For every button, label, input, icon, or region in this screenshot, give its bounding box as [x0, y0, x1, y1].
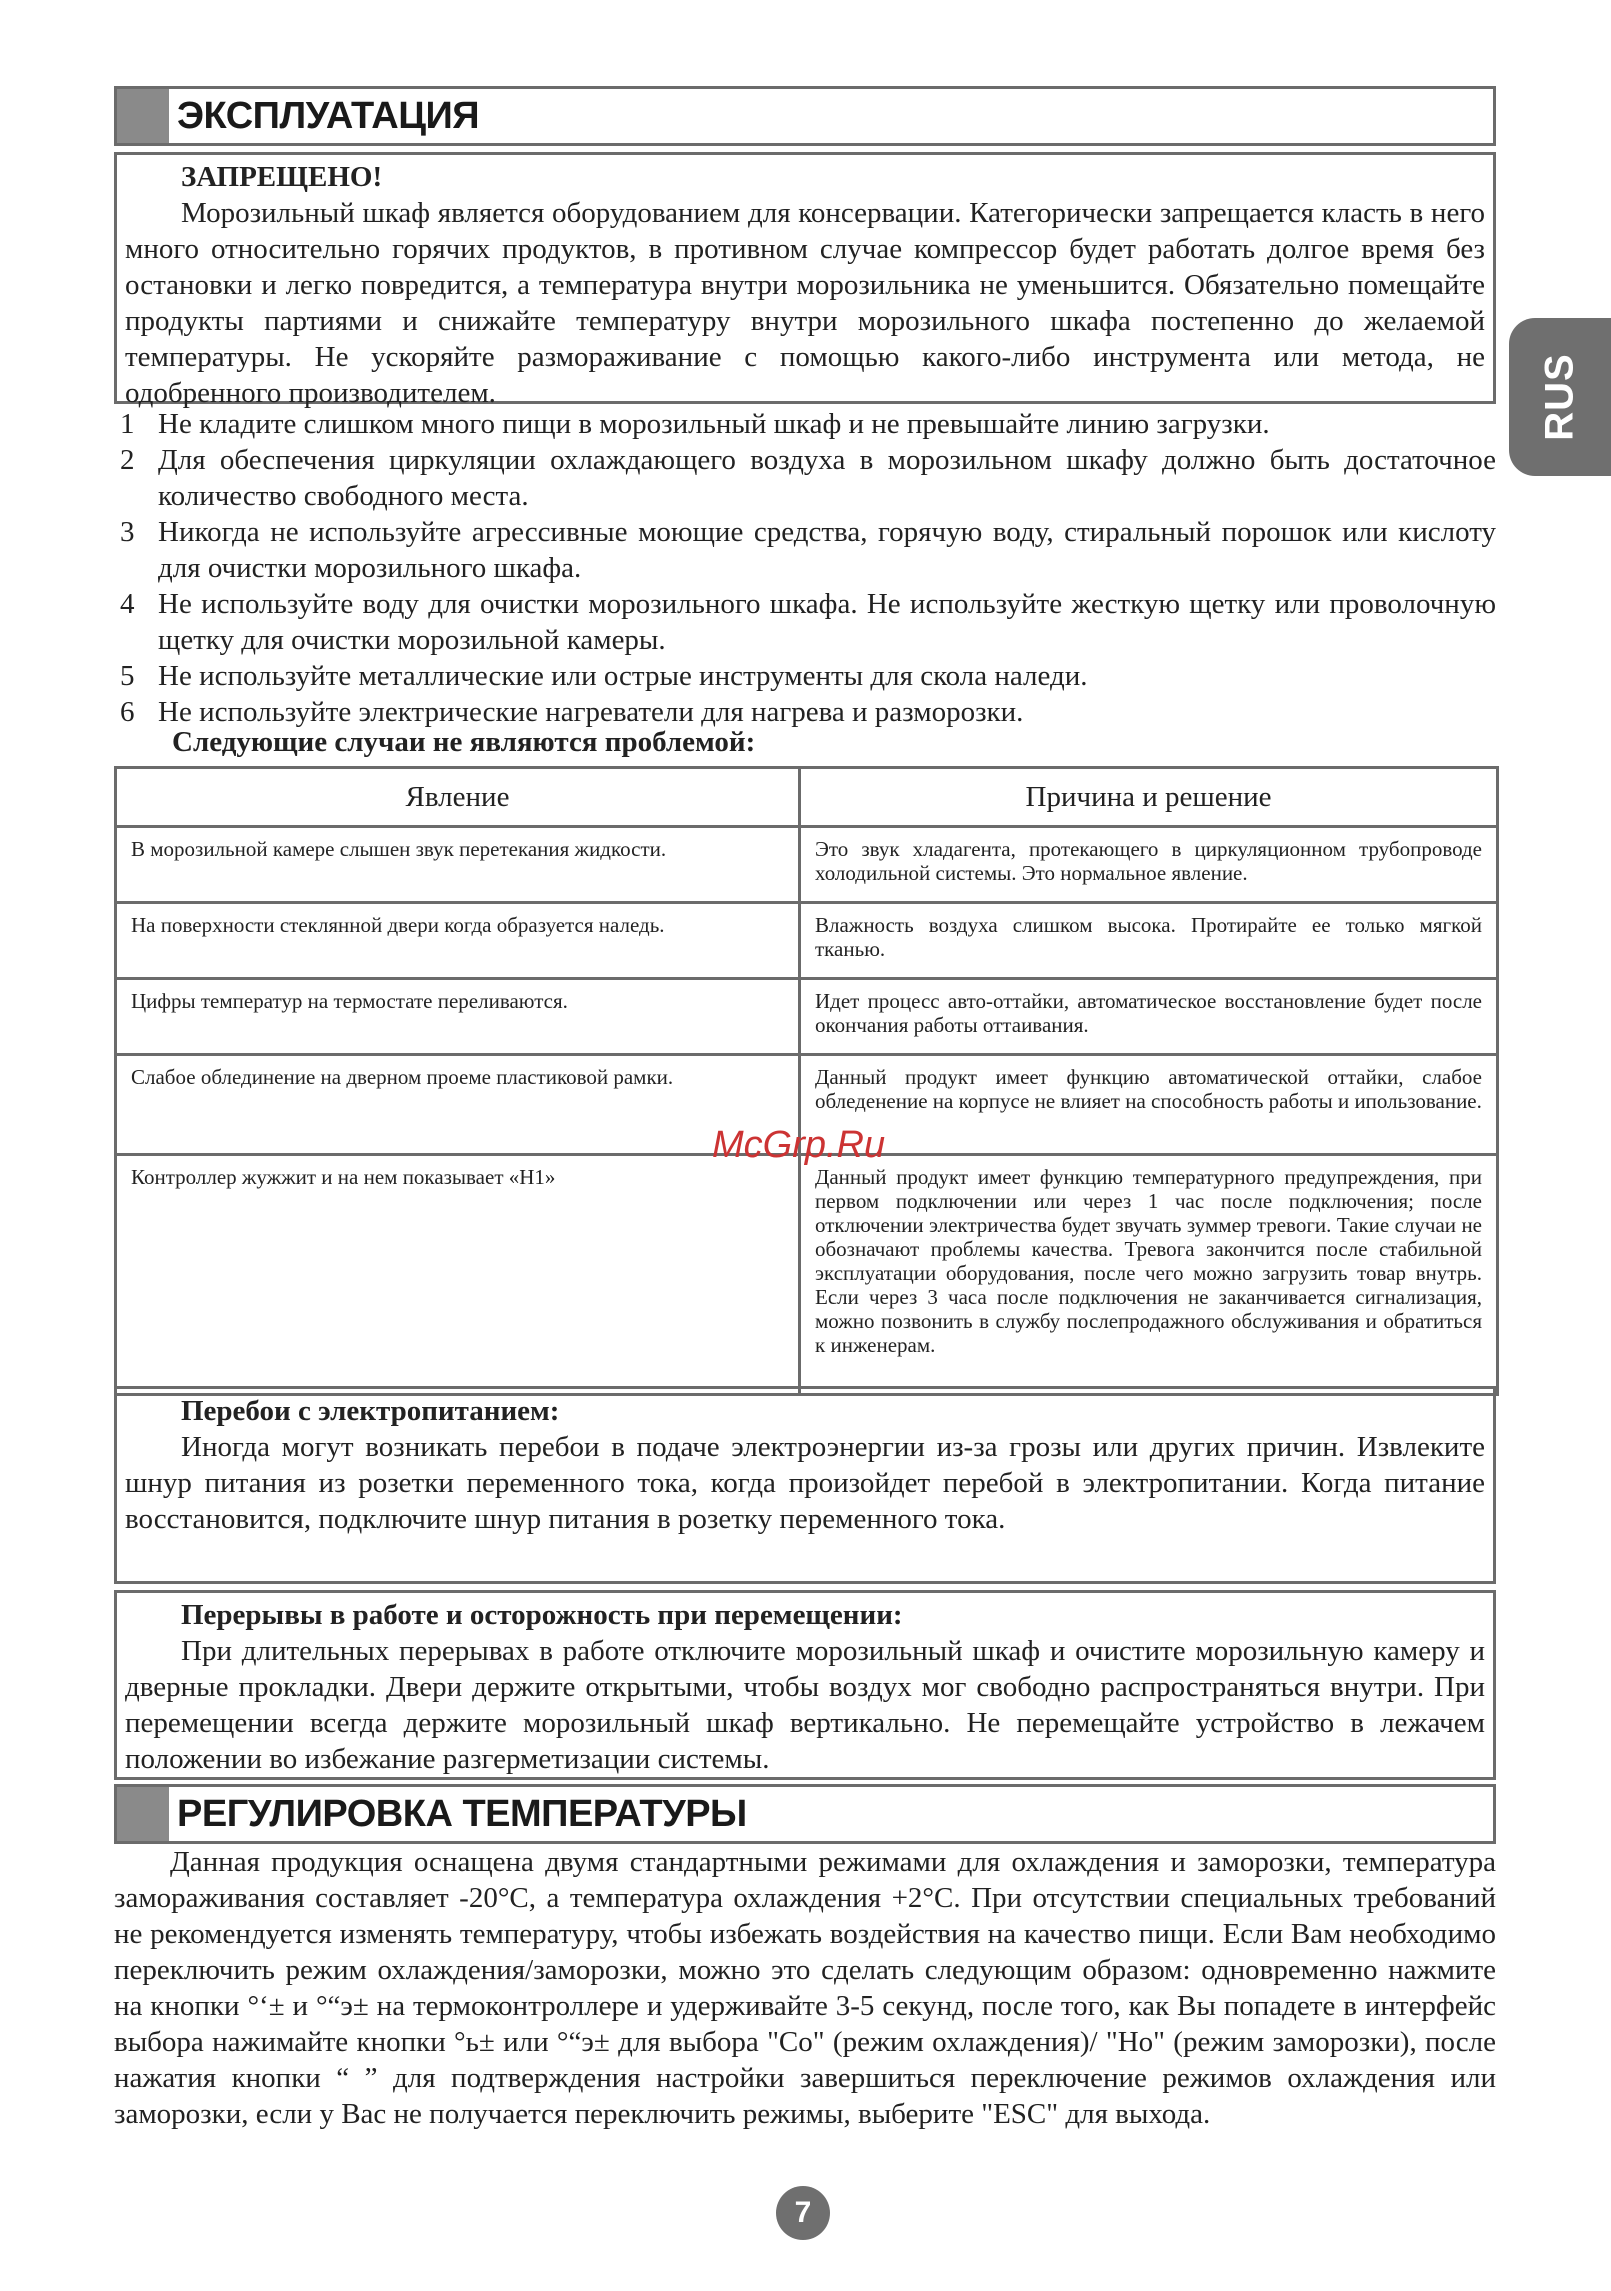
table-title: Следующие случаи не являются проблемой:: [172, 726, 756, 758]
temperature-description: [114, 1844, 1496, 2132]
solution-cell: Данный продукт имеет функцию автоматической оттайки, слабое обледенение на корпусе не влияет на способность работы и ипользование.: [800, 1055, 1498, 1155]
rules-list: [120, 406, 1496, 730]
list-item: [120, 406, 1496, 442]
list-item-number: 1: [120, 408, 135, 440]
list-item: [120, 694, 1496, 730]
list-item: [120, 586, 1496, 658]
list-item-text: Не используйте электрические нагреватели для нагрева и разморозки.: [158, 696, 1024, 728]
solution-cell: Данный продукт имеет функцию температурного предупреждения, при первом подключении или через 1 час после подключения; после отключении электричества будет звучать зуммер тревоги. Такие случаи не обозначают проблемы качества. Тревога закончится после стабильной эксплуатации оборудования, после чего можно загрузить товар внутрь. Если через 3 часа после подключения не заканчивается сигнализация, можно позвонить в службу послепродажного обслуживания и обратиться к инженерам.: [800, 1155, 1498, 1395]
section-header-bar: [117, 1787, 169, 1841]
list-item-text: Не используйте воду для очистки морозильного шкафа. Не используйте жесткую щетку или проволочную щетку для очистки морозильной камеры.: [158, 588, 1496, 656]
list-item-number: 3: [120, 516, 135, 548]
list-item-number: 6: [120, 696, 135, 728]
power-outage-text: Иногда могут возникать перебои в подаче электроэнергии из-за грозы или других причин. Извлеките шнур питания из розетки переменного тока, когда произойдет перебой в электропитании. Когда питание восстановится, подключите шнур питания в розетку переменного тока.: [125, 1431, 1485, 1535]
phenomenon-cell: Слабое облединение на дверном проеме пластиковой рамки.: [116, 1055, 800, 1155]
section-header-temperature: [114, 1784, 1496, 1844]
section-header-bar: [117, 89, 169, 143]
table-row: [116, 1155, 1498, 1395]
table-header-row: [116, 768, 1498, 827]
column-header-phenomenon: Явление: [116, 768, 800, 827]
phenomenon-cell: Контроллер жужжит и на нем показывает «H1»: [116, 1155, 800, 1395]
section-title: РЕГУЛИРОВКА ТЕМПЕРАТУРЫ: [177, 1793, 747, 1835]
page-number: 7: [776, 2186, 830, 2240]
watermark: McGrp.Ru: [712, 1124, 886, 1166]
warning-box: [114, 152, 1496, 409]
list-item-text: Для обеспечения циркуляции охлаждающего воздуха в морозильном шкафу должно быть достаточное количество свободного места.: [158, 444, 1496, 512]
breaks-moving-title: Перерывы в работе и осторожность при перемещении:: [181, 1599, 903, 1631]
list-item-text: Не используйте металлические или острые инструменты для скола наледи.: [158, 660, 1088, 692]
breaks-moving-box: [114, 1590, 1496, 1780]
table-row: [116, 903, 1498, 979]
list-item: [120, 514, 1496, 586]
list-item-text: Никогда не используйте агрессивные моющие средства, горячую воду, стиральный порошок или кислоту для очистки морозильного шкафа.: [158, 516, 1496, 584]
phenomenon-cell: На поверхности стеклянной двери когда образуется наледь.: [116, 903, 800, 979]
language-tab-label: RUS: [1537, 353, 1582, 441]
troubleshooting-table: [114, 766, 1499, 1396]
section-header-operation: [114, 86, 1496, 146]
list-item: [120, 442, 1496, 514]
column-header-solution: Причина и решение: [800, 768, 1498, 827]
power-outage-box: [114, 1386, 1496, 1584]
table-row: [116, 979, 1498, 1055]
list-item-number: 2: [120, 444, 135, 476]
list-item-number: 4: [120, 588, 135, 620]
solution-cell: Это звук хладагента, протекающего в циркуляционном трубопроводе холодильной системы. Это нормальное явление.: [800, 827, 1498, 903]
table-row: [116, 827, 1498, 903]
list-item: [120, 658, 1496, 694]
solution-cell: Идет процесс авто-оттайки, автоматическое восстановление будет после окончания работы оттаивания.: [800, 979, 1498, 1055]
breaks-moving-text: При длительных перерывах в работе отключите морозильный шкаф и очистите морозильную камеру и дверные прокладки. Двери держите открытыми, чтобы воздух мог свободно распространяться внутри. При перемещении всегда держите морозильный шкаф вертикально. Не перемещайте устройство в лежачем положении во избежание разгерметизации системы.: [125, 1635, 1485, 1775]
section-title: ЭКСПЛУАТАЦИЯ: [177, 95, 480, 137]
list-item-number: 5: [120, 660, 135, 692]
list-item-text: Не кладите слишком много пищи в морозильный шкаф и не превышайте линию загрузки.: [158, 408, 1270, 440]
power-outage-title: Перебои с электропитанием:: [181, 1395, 560, 1427]
phenomenon-cell: Цифры температур на термостате переливаются.: [116, 979, 800, 1055]
phenomenon-cell: В морозильной камере слышен звук перетекания жидкости.: [116, 827, 800, 903]
warning-text: Морозильный шкаф является оборудованием для консервации. Категорически запрещается класть в него много относительно горячих продуктов, в противном случае компрессор будет работать долгое время без остановки и легко повредится, а температура внутри морозильника не уменьшится. Обязательно помещайте продукты партиями и снижайте температуру внутри морозильного шкафа постепенно до желаемой температуры. Не ускоряйте размораживание с помощью какого-либо инструмента или метода, не одобренного производителем.: [125, 197, 1485, 409]
temperature-text: Данная продукция оснащена двумя стандартными режимами для охлаждения и заморозки, температура замораживания составляет -20°C, а температура охлаждения +2°C. При отсутствии специальных требований не рекомендуется изменять температуру, чтобы избежать воздействия на качество пищи. Если Вам необходимо переключить режим охлаждения/заморозки, можно это сделать следующим образом: одновременно нажмите на кнопки °‘± и °“э± на термоконтроллере и удерживайте 3-5 секунд, после того, как Вы попадете в интерфейс выбора нажимайте кнопки °ь± или °“э± для выбора "Co" (режим охлаждения)/ "Ho" (режим заморозки), после нажатия кнопки “ ” для подтверждения настройки завершиться переключение режимов охлаждения или заморозки, если у Вас не получается переключить режимы, выберите "ESC" для выхода.: [114, 1846, 1496, 2130]
solution-cell: Влажность воздуха слишком высока. Протирайте ее только мягкой тканью.: [800, 903, 1498, 979]
language-tab: [1509, 318, 1611, 476]
warning-title: ЗАПРЕЩЕНО!: [181, 161, 383, 193]
